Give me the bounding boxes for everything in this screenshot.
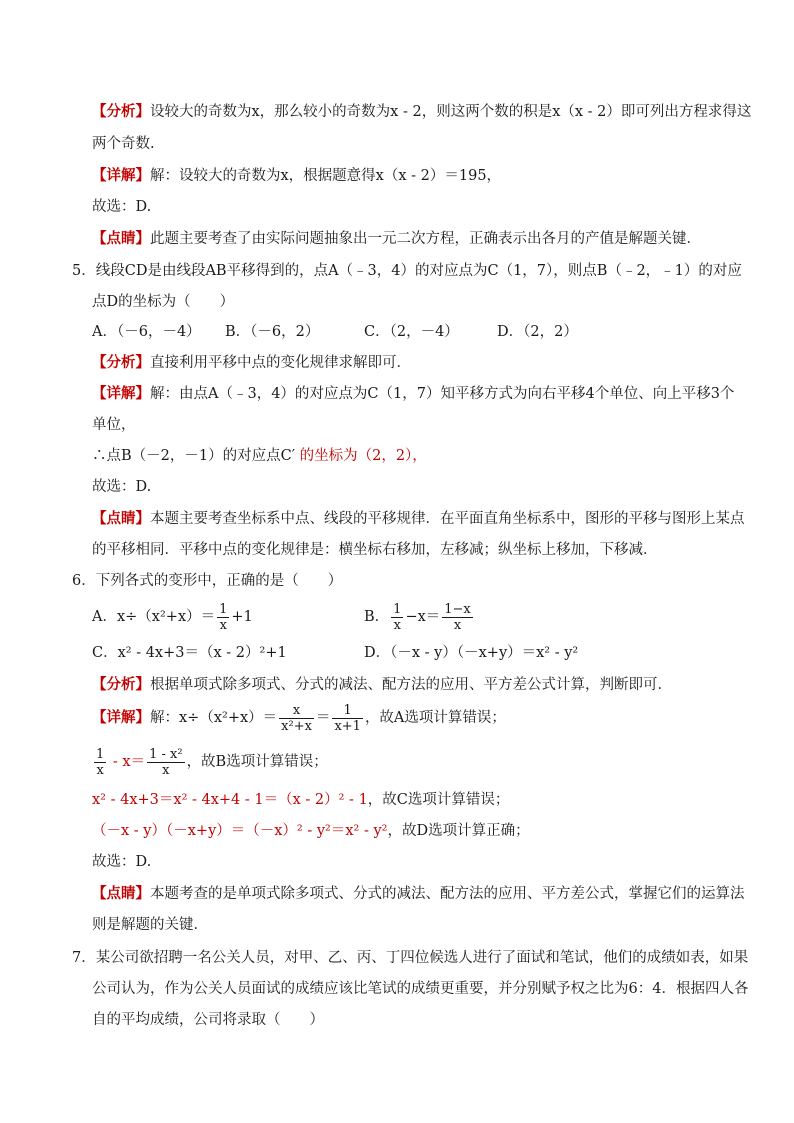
fraction-numerator: x <box>279 703 314 719</box>
q6-option-c: C．x² - 4x+3＝（x - 2）²+1 <box>92 645 287 661</box>
q5-detail-line3 <box>92 446 427 466</box>
q4-analysis-text: 设较大的奇数为x，那么较小的奇数为x - 2，则这两个数的积是x（x - 2）即可列出方程求得这 <box>150 104 752 120</box>
q6-detail-line4 <box>92 821 530 841</box>
q6-choice: 故选：D. <box>92 854 152 870</box>
q5-option-a: A．（－6，－4） <box>92 324 201 340</box>
q5-analysis <box>92 353 411 373</box>
q6-detail2-post: ，故B选项计算错误； <box>186 754 328 770</box>
q7-stem-line1: 7．某公司欲招聘一名公关人员，对甲、乙、丙、丁四位候选人进行了面试和笔试，他们的成绩如表，如果 <box>72 950 749 966</box>
q6-detail1-fraction-1 <box>279 703 314 734</box>
q4-comment-text: 此题主要考查了由实际问题抽象出一元二次方程，正确表示出各月的产值是解题关键． <box>150 231 701 247</box>
fraction-denominator: x <box>96 762 104 778</box>
q6-option-b-fraction-2 <box>442 602 473 633</box>
fraction-denominator: x <box>453 617 462 633</box>
fraction-denominator: x <box>219 617 227 633</box>
q6-detail-line2 <box>92 744 328 780</box>
q5-detail-line1 <box>92 384 734 404</box>
q6-detail3-formula: x² - 4x+3＝x² - 4x+4 - 1＝（x - 2）² - 1 <box>92 792 368 808</box>
q6-detail-line1 <box>92 700 506 736</box>
analysis-tag: 【分析】 <box>92 676 150 693</box>
q6-option-a <box>92 601 253 633</box>
q5-choice: 故选：D. <box>92 479 152 495</box>
fraction-numerator: 1 <box>219 601 228 617</box>
detail-tag: 【详解】 <box>92 167 150 184</box>
q5-option-b: B．（－6，2） <box>225 324 320 340</box>
q5-option-d: D．（2，2） <box>497 324 578 340</box>
q6-analysis-text: 根据单项式除多项式、分式的减法、配方法的应用、平方差公式计算，判断即可． <box>150 677 672 693</box>
fraction-denominator: x <box>393 617 401 633</box>
fraction-numerator: 1−x <box>444 601 471 617</box>
q5-detail-line3-a: ∴点B（－2，－1）的对应点C′ <box>92 448 295 464</box>
analysis-tag: 【分析】 <box>92 354 150 371</box>
analysis-tag: 【分析】 <box>92 103 150 120</box>
q7-stem-line3: 自的平均成绩，公司将录取（ ） <box>92 1012 324 1028</box>
q6-comment-text: 本题考查的是单项式除多项式、分式的减法、配方法的应用、平方差公式，掌握它们的运算法 <box>150 886 745 902</box>
comment-tag: 【点睛】 <box>92 230 150 247</box>
q5-option-c: C．（2，－4） <box>364 324 459 340</box>
q6-option-d: D．（－x - y）（－x+y）＝x² - y² <box>364 645 579 661</box>
q5-analysis-text: 直接利用平移中点的变化规律求解即可． <box>150 355 411 371</box>
q6-option-a-pre: A．x÷（x²+x）＝ <box>92 609 216 625</box>
q4-analysis-line1 <box>92 102 751 122</box>
fraction-numerator: 1 <box>96 746 105 762</box>
q7-stem-line2: 公司认为，作为公关人员面试的成绩应该比笔试的成绩更重要，并分别赋予权之比为6：4．根据四人各 <box>92 981 749 997</box>
q6-detail1-pre: 解：x÷（x²+x）＝ <box>150 710 278 726</box>
q4-comment <box>92 229 701 249</box>
q6-detail-line3 <box>92 790 509 810</box>
q4-detail-text: 解：设较大的奇数为x，根据题意得x（x - 2）＝195， <box>150 168 502 184</box>
q4-choice: 故选：D. <box>92 199 152 215</box>
q4-analysis-line2: 两个奇数. <box>92 136 155 152</box>
q6-comment-line2: 则是解题的关键． <box>92 917 208 933</box>
q5-comment-line1 <box>92 509 745 529</box>
q4-detail <box>92 166 501 186</box>
fraction-numerator: 1 - x² <box>149 746 183 762</box>
q5-detail-text: 解：由点A（﹣3，4）的对应点为C（1，7）知平移方式为向右平移4个单位、向上平移3个 <box>150 386 735 402</box>
q6-analysis <box>92 675 672 695</box>
q6-option-b <box>364 601 475 633</box>
q6-detail2-fraction-1 <box>94 747 106 778</box>
detail-tag: 【详解】 <box>92 709 150 726</box>
fraction-numerator: 1 <box>332 703 363 719</box>
q6-option-b-pre: B． <box>364 609 390 625</box>
fraction-numerator: 1 <box>393 601 402 617</box>
q5-detail-line3-b: 的坐标为（2，2）， <box>299 448 427 464</box>
q6-option-a-fraction <box>217 602 229 633</box>
q6-option-b-mid: −x＝ <box>405 609 441 625</box>
q5-detail-line2: 单位， <box>92 417 136 433</box>
q6-option-b-fraction-1 <box>391 602 403 633</box>
q5-comment-line2: 的平移相同．平移中点的变化规律是：横坐标右移加，左移减；纵坐标上移加，下移减． <box>92 542 658 558</box>
detail-tag: 【详解】 <box>92 385 150 402</box>
q6-detail1-post: ，故A选项计算错误； <box>364 710 506 726</box>
q6-detail4-post: ，故D选项计算正确； <box>387 823 530 839</box>
q6-detail3-post: ，故C选项计算错误； <box>367 792 510 808</box>
q5-comment-text: 本题主要考查坐标系中点、线段的平移规律．在平面直角坐标系中，图形的平移与图形上某点 <box>150 511 745 527</box>
comment-tag: 【点睛】 <box>92 510 150 527</box>
comment-tag: 【点睛】 <box>92 885 150 902</box>
q6-detail1-eq: ＝ <box>315 710 331 726</box>
q6-stem: 6．下列各式的变形中，正确的是（ ） <box>72 573 343 589</box>
fraction-denominator: x <box>162 762 170 778</box>
q6-detail2-fraction-2 <box>147 747 184 778</box>
q5-stem-line1: 5．线段CD是由线段AB平移得到的，点A（﹣3，4）的对应点为C（1，7），则点B（﹣2，﹣1）的对应 <box>72 263 742 279</box>
fraction-denominator: x²+x <box>281 718 312 734</box>
fraction-denominator: x+1 <box>334 718 361 734</box>
q6-comment-line1 <box>92 884 745 904</box>
q6-detail4-formula: （－x - y）（－x+y）＝（－x）² - y²＝x² - y² <box>92 823 388 839</box>
q6-option-a-post: +1 <box>231 609 253 625</box>
q5-stem-line2: 点D的坐标为（ ） <box>92 294 235 310</box>
q6-detail1-fraction-2 <box>332 703 363 734</box>
q6-detail2-mid: - x＝ <box>108 754 146 770</box>
